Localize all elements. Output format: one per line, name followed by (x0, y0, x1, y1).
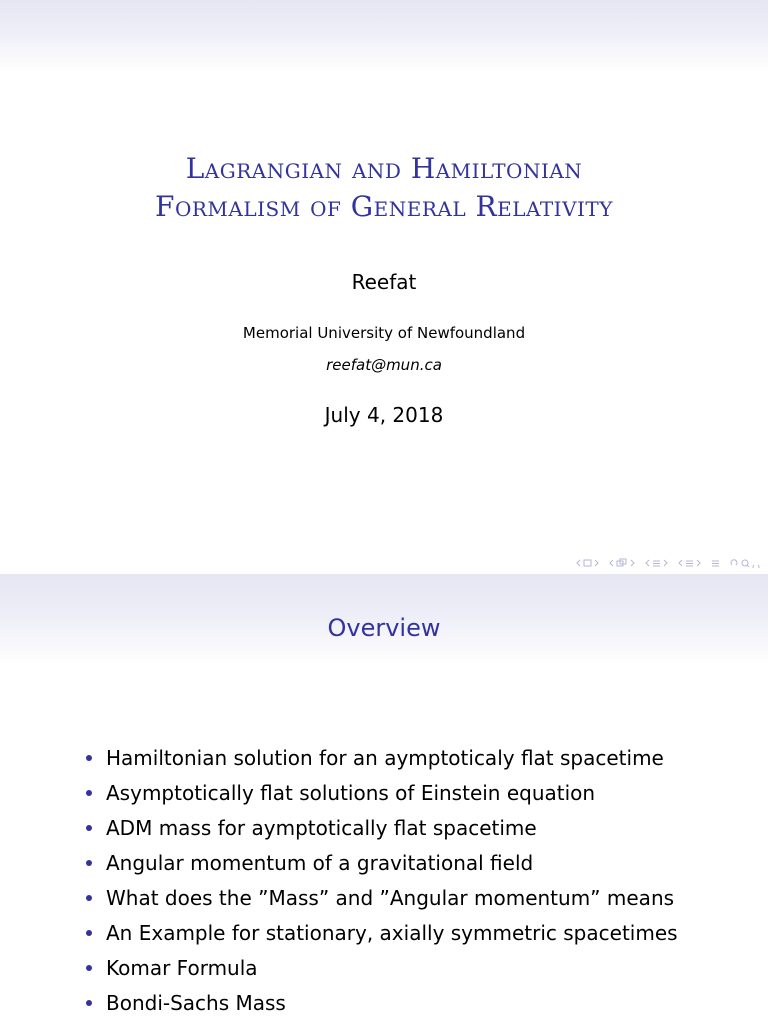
bullet-icon (86, 965, 92, 971)
institute: Memorial University of Newfoundland (242, 324, 526, 342)
nav-document-group[interactable] (678, 559, 701, 568)
list-item-text: Bondi-Sachs Mass (106, 991, 286, 1015)
list-item (84, 776, 678, 811)
nav-prev-icon[interactable] (576, 559, 581, 567)
search-back-forward-icon[interactable] (730, 558, 760, 568)
nav-search-group[interactable] (730, 558, 760, 568)
list-item (84, 986, 678, 1021)
list-item (84, 741, 678, 776)
nav-section-group[interactable] (645, 559, 668, 568)
presentation-title (0, 150, 768, 226)
list-item (84, 811, 678, 846)
list-item (84, 951, 678, 986)
bullet-icon (86, 790, 92, 796)
list-item-text: Hamiltonian solution for an aymptoticaly flat spacetime (106, 746, 664, 770)
list-item-text: What does the ”Mass” and ”Angular momentum” means (106, 886, 675, 910)
header-band (0, 0, 768, 72)
list-item-text: Angular momentum of a gravitational field (106, 851, 534, 875)
nav-align-group[interactable] (711, 559, 720, 568)
nav-next-icon[interactable] (696, 559, 701, 567)
nav-prev-icon[interactable] (609, 559, 614, 567)
title-line-2: Formalism of General Relativity (155, 190, 613, 223)
bullet-icon (86, 860, 92, 866)
list-item-text: Asymptotically flat solutions of Einstein equation (106, 781, 596, 805)
bullet-icon (86, 930, 92, 936)
list-item (84, 881, 678, 916)
doc-icon[interactable] (685, 559, 694, 568)
nav-prev-icon[interactable] (645, 559, 650, 567)
overview-slide (0, 574, 768, 1024)
list-item (84, 916, 678, 951)
bullet-icon (86, 825, 92, 831)
bullet-icon (86, 755, 92, 761)
list-item (84, 846, 678, 881)
presentation-date: July 4, 2018 (324, 403, 444, 427)
nav-next-icon[interactable] (663, 559, 668, 567)
nav-next-icon[interactable] (630, 559, 635, 567)
nav-frame-group[interactable] (576, 559, 599, 567)
frame-icon[interactable] (583, 559, 592, 567)
bullet-list (84, 741, 678, 1021)
bullet-icon (86, 1000, 92, 1006)
author-name: Reefat (351, 270, 417, 294)
nav-subsection-group[interactable] (609, 558, 635, 568)
list-item-text: ADM mass for aymptotically flat spacetime (106, 816, 537, 840)
beamer-navigation-bar (576, 555, 760, 571)
subsection-icon[interactable] (616, 558, 628, 568)
nav-prev-icon[interactable] (678, 559, 683, 567)
list-item-text: An Example for stationary, axially symmetric spacetimes (106, 921, 678, 945)
nav-next-icon[interactable] (594, 559, 599, 567)
title-line-1: Lagrangian and Hamiltonian (185, 152, 583, 185)
frame-title: Overview (327, 614, 441, 642)
bullet-icon (86, 895, 92, 901)
list-item-text: Komar Formula (106, 956, 258, 980)
author-email: reefat@mun.ca (326, 356, 442, 374)
section-icon[interactable] (652, 559, 661, 568)
align-icon[interactable] (711, 559, 720, 568)
